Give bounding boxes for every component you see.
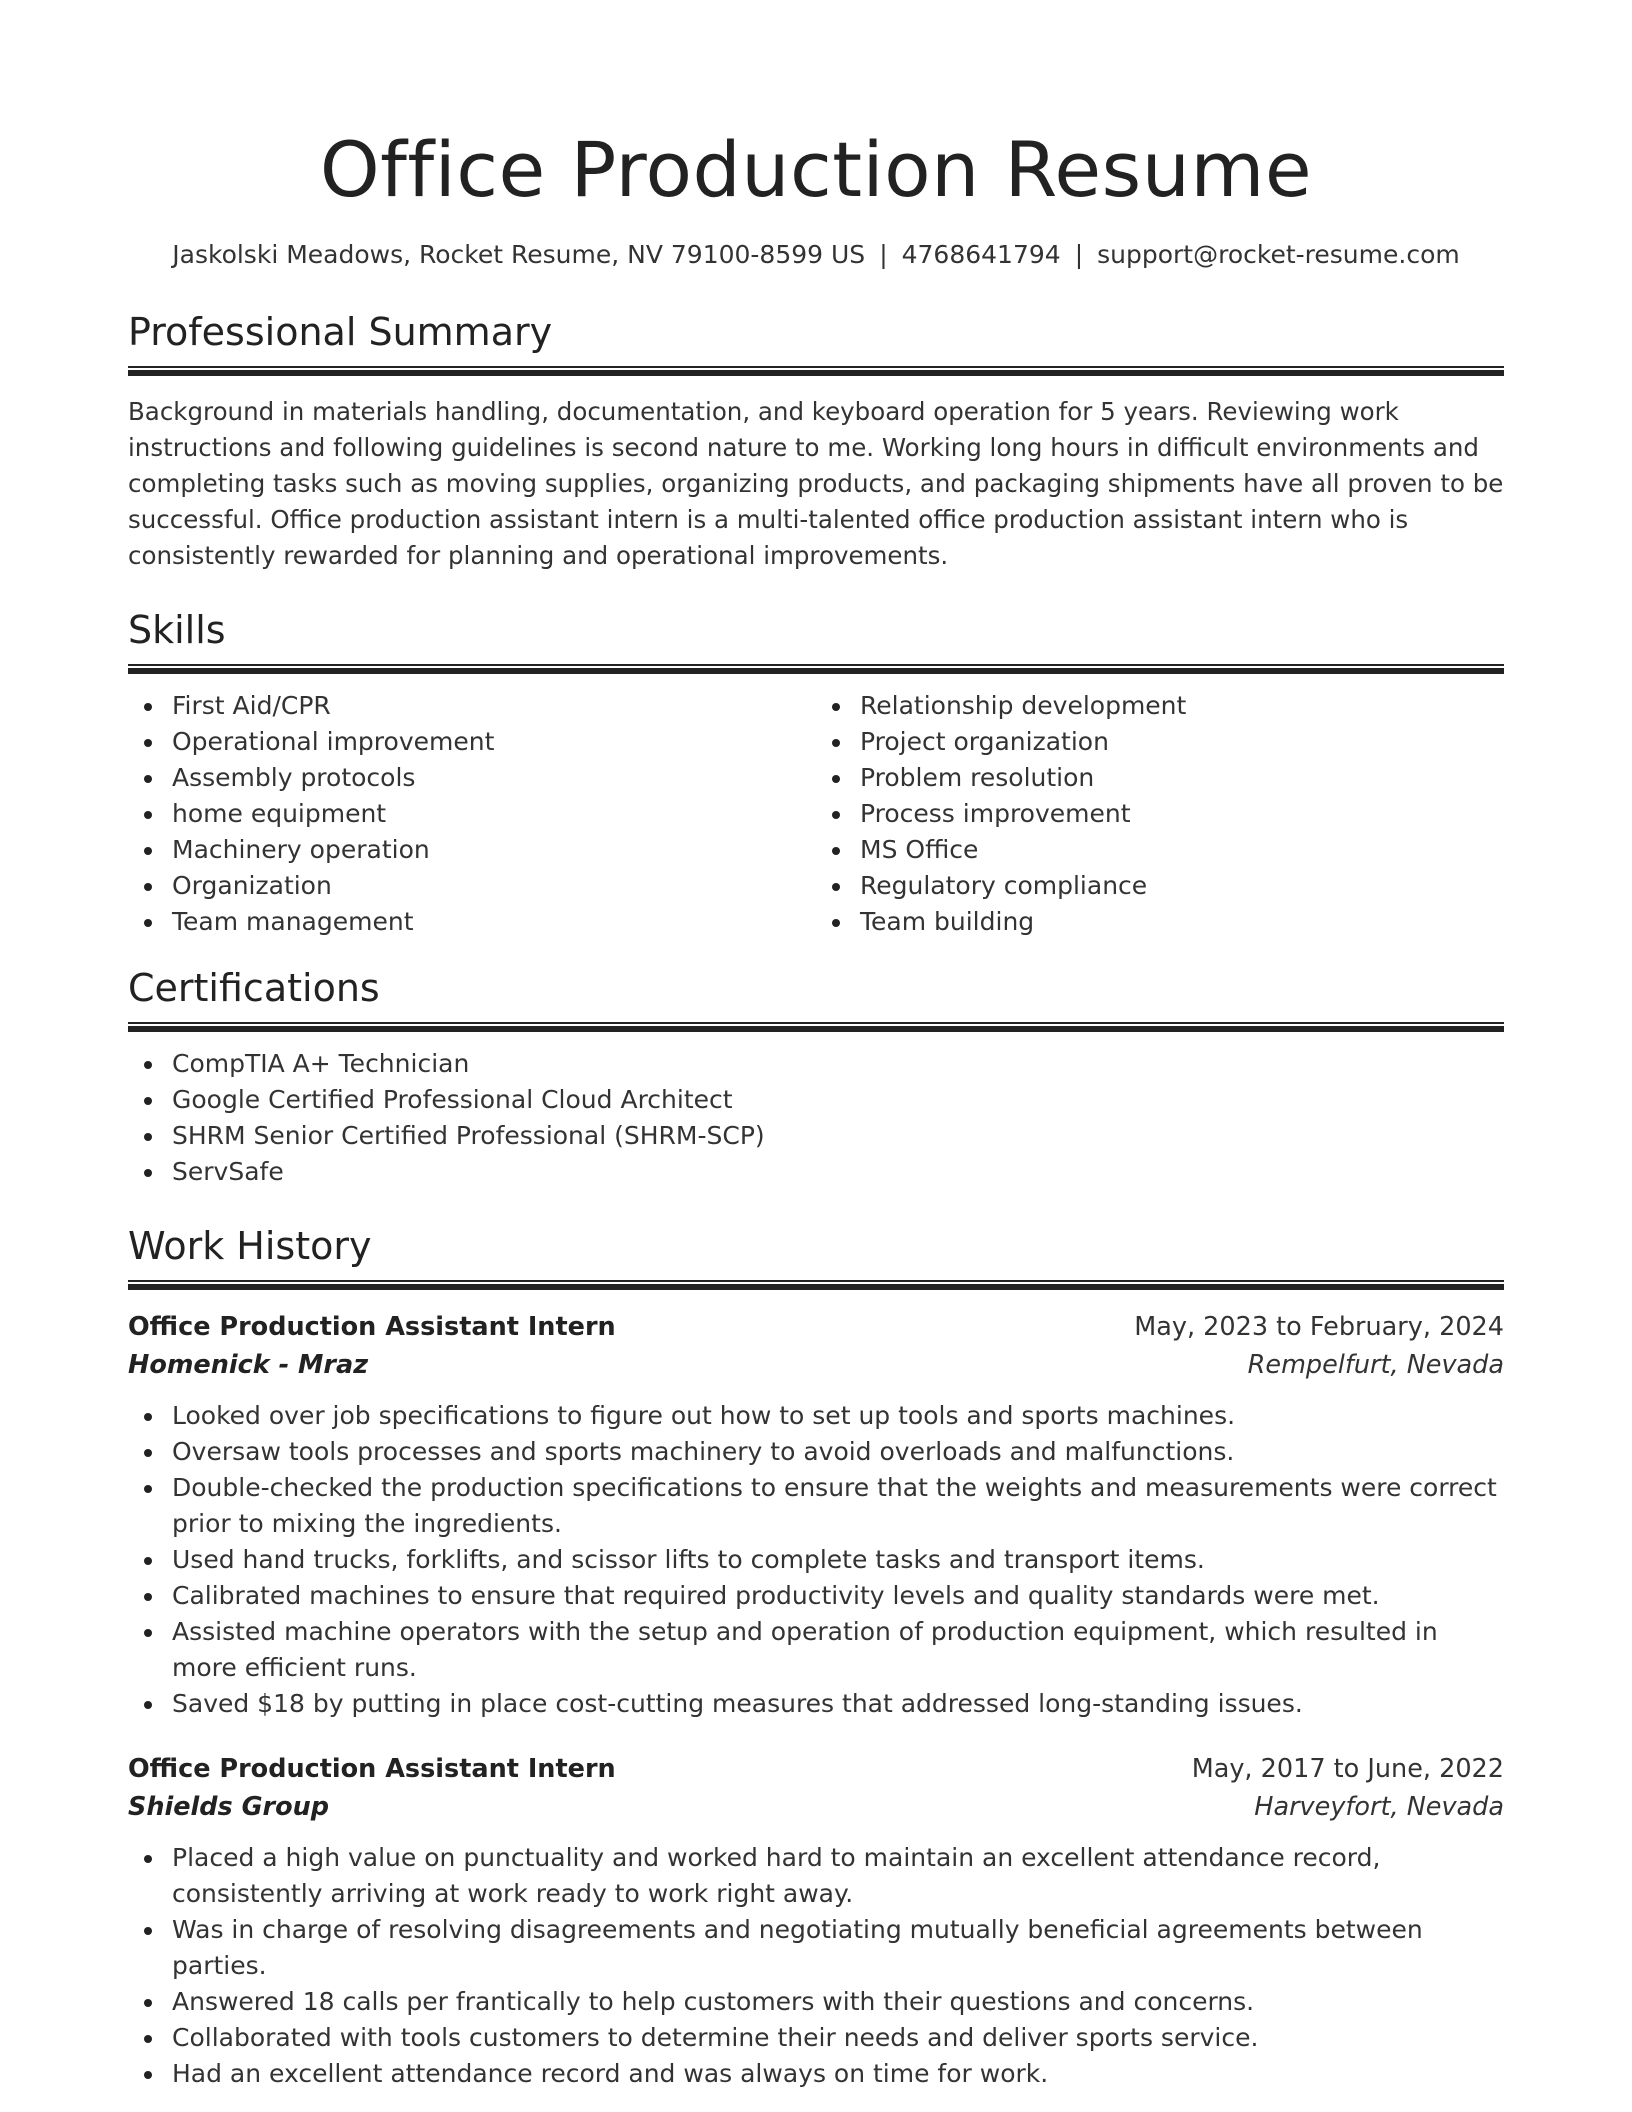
job-company: Shields Group [128,1792,330,1822]
skill-item: Process improvement [816,796,1504,832]
certifications-section [128,964,1504,1190]
skill-item: Project organization [816,724,1504,760]
job-bullet: Saved $18 by putting in place cost-cutting measures that addressed long-standing issues. [128,1686,1504,1722]
job-dates: May, 2023 to February, 2024 [1134,1312,1504,1342]
summary-heading: Professional Summary [128,310,553,354]
skills-section [128,606,1504,940]
job-location: Harveyfort, Nevada [1254,1792,1504,1822]
skills-grid [128,688,1504,940]
contact-separator: | [879,240,888,269]
contact-separator: | [1074,240,1084,269]
job-bullet: Assisted machine operators with the setup and operation of production equipment, which resulted in more efficient runs. [128,1614,1504,1686]
job-header-row [128,1750,1504,1788]
section-divider [128,1280,1504,1290]
job-bullet: Oversaw tools processes and sports machinery to avoid overloads and malfunctions. [128,1434,1504,1470]
certifications-list [128,1046,1504,1190]
certification-item: ServSafe [128,1154,1504,1190]
job-title: Office Production Assistant Intern [128,1312,616,1342]
skill-item: home equipment [128,796,816,832]
job-bullets [128,1398,1504,1722]
summary-text: Background in materials handling, documentation, and keyboard operation for 5 years. Reviewing work instructions and following guidelines is second nature to me. Working long hours in difficult environments and completing tasks such as moving supplies, organizing products, and packaging shipments have all proven to be successful. Office production assistant intern is a multi-talented office production assistant intern who is consistently rewarded for planning and operational improvements. [128,397,1504,570]
job-bullet: Double-checked the production specifications to ensure that the weights and measurements were correct prior to mixing the ingredients. [128,1470,1504,1542]
job-location: Rempelfurt, Nevada [1247,1350,1504,1380]
skill-item: Relationship development [816,688,1504,724]
section-divider [128,664,1504,674]
job-bullet: Had an excellent attendance record and was always on time for work. [128,2056,1504,2092]
skill-item: MS Office [816,832,1504,868]
skills-list-left [128,688,816,940]
section-divider [128,1022,1504,1032]
skill-item: Team building [816,904,1504,940]
job-bullet: Used hand trucks, forklifts, and scissor lifts to complete tasks and transport items. [128,1542,1504,1578]
job-entry [128,1308,1504,1722]
job-dates: May, 2017 to June, 2022 [1191,1754,1504,1784]
job-company-row [128,1788,1504,1826]
job-bullet: Looked over job specifications to figure out how to set up tools and sports machines. [128,1398,1504,1434]
job-bullet: Calibrated machines to ensure that required productivity levels and quality standards were met. [128,1578,1504,1614]
certification-item: Google Certified Professional Cloud Architect [128,1082,1504,1118]
job-title: Office Production Assistant Intern [128,1754,616,1784]
job-header-row [128,1308,1504,1346]
skill-item: Regulatory compliance [816,868,1504,904]
work-history-heading: Work History [128,1224,372,1268]
contact-address: Jaskolski Meadows, Rocket Resume, NV 79100-8599 US [172,240,866,269]
job-company: Homenick - Mraz [128,1350,369,1380]
section-divider [128,366,1504,376]
skill-item: Operational improvement [128,724,816,760]
skill-item: Machinery operation [128,832,816,868]
summary-section [128,308,1504,574]
skill-item: Problem resolution [816,760,1504,796]
contact-phone: 4768641794 [901,240,1061,269]
job-entry [128,1750,1504,2092]
resume-title: Office Production Resume [319,125,1313,214]
skill-item: First Aid/CPR [128,688,816,724]
skill-item: Organization [128,868,816,904]
job-company-row [128,1346,1504,1384]
skill-item: Assembly protocols [128,760,816,796]
skill-item: Team management [128,904,816,940]
contact-email: support@rocket-resume.com [1097,240,1460,269]
job-bullet: Was in charge of resolving disagreements and negotiating mutually beneficial agreements between parties. [128,1912,1504,1984]
skills-list-right [816,688,1504,940]
certifications-heading: Certifications [128,966,380,1010]
job-bullet: Answered 18 calls per frantically to help customers with their questions and concerns. [128,1984,1504,2020]
job-bullets [128,1840,1504,2092]
job-bullet: Placed a high value on punctuality and worked hard to maintain an excellent attendance record, consistently arriving at work ready to work right away. [128,1840,1504,1912]
certification-item: SHRM Senior Certified Professional (SHRM-SCP) [128,1118,1504,1154]
work-history-section [128,1222,1504,2092]
contact-line [128,238,1504,272]
certification-item: CompTIA A+ Technician [128,1046,1504,1082]
skills-heading: Skills [128,608,226,652]
job-bullet: Collaborated with tools customers to determine their needs and deliver sports service. [128,2020,1504,2056]
